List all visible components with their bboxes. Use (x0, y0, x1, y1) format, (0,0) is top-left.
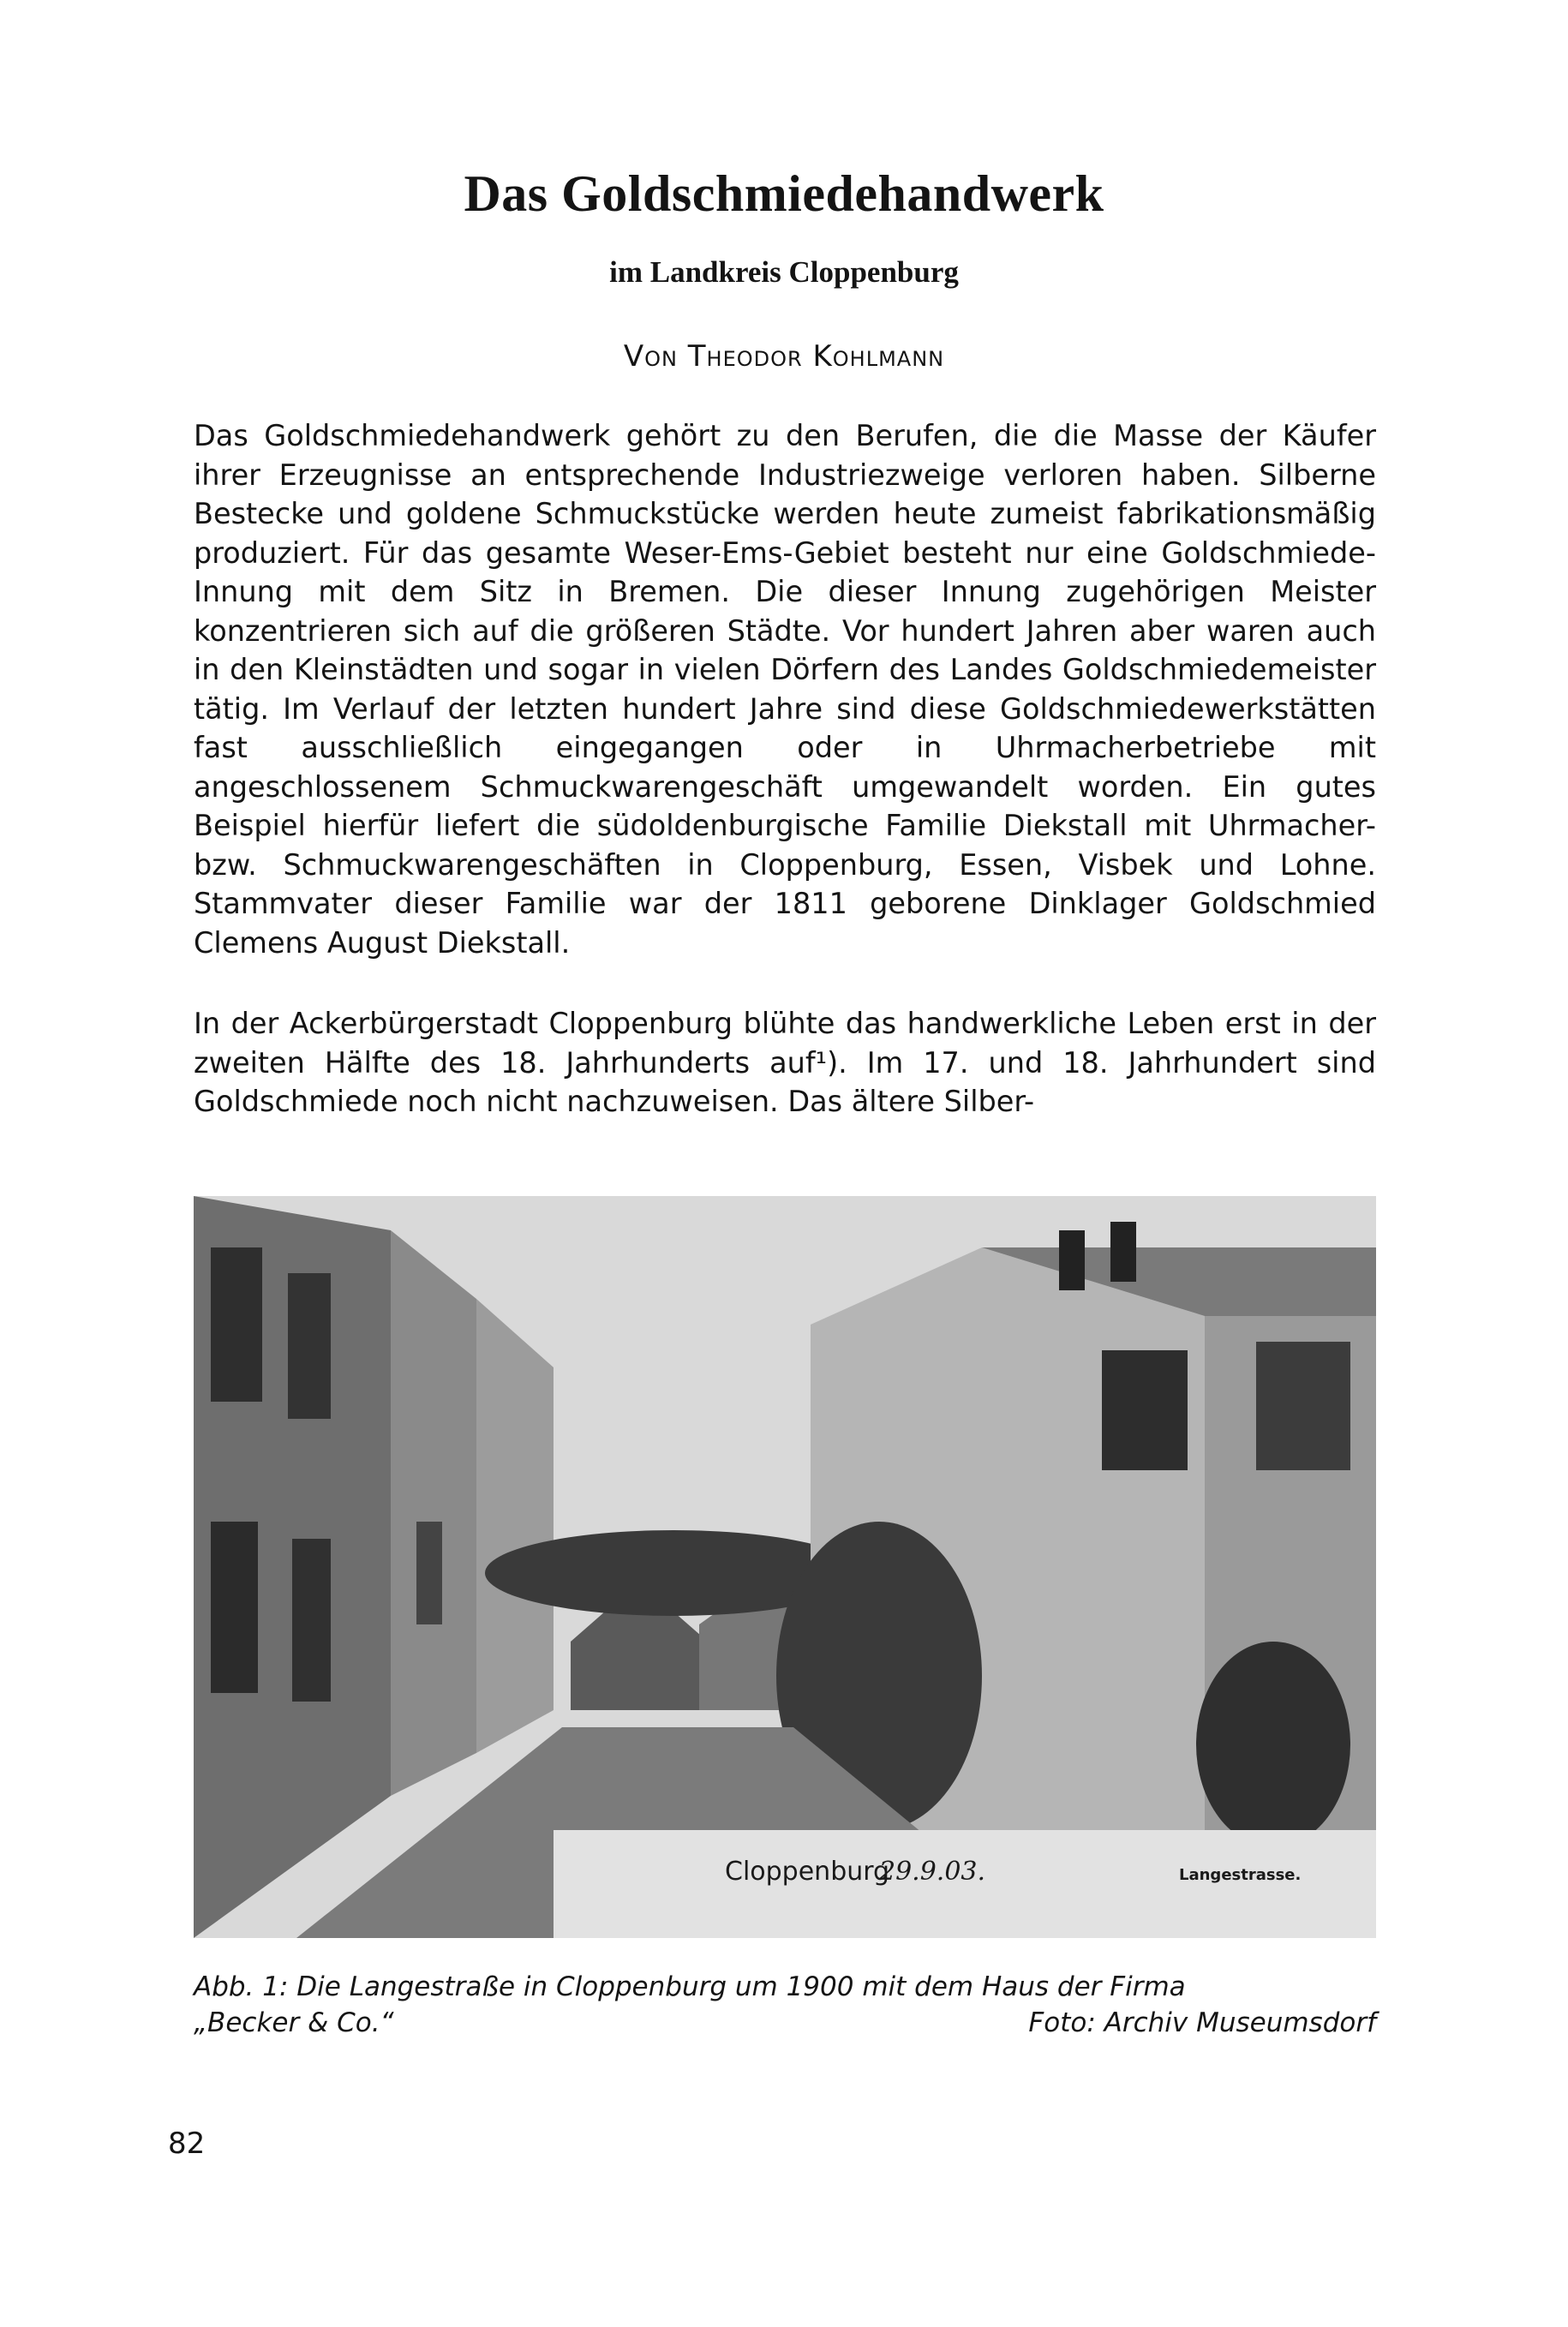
caption-line-2 (194, 2005, 1376, 2041)
caption-text: Abb. 1: Die Langestraße in Cloppenburg um 1900 mit dem Haus der Firma (194, 1971, 1186, 2002)
paragraph-2: In der Ackerbürgerstadt Cloppenburg blühte das handwerkliche Leben erst in der zweiten Hälfte des 18. Jahrhunderts auf¹). Im 17. und 18. Jahrhundert sind Goldschmiede noch nicht nachzuweisen. Das ältere Silber- (194, 1007, 1376, 1118)
postcard-street-label: Langestrasse. (1179, 1866, 1302, 1884)
page-title: Das Goldschmiedehandwerk (464, 165, 1104, 222)
caption-company: „Becker & Co.“ (194, 2007, 394, 2038)
postcard-date-label: 29.9.03. (879, 1857, 986, 1887)
author-byline: Von Theodor Kohlmann (623, 339, 945, 374)
caption-line-1 (194, 1969, 1376, 2005)
figure-caption (194, 1969, 1376, 2041)
postcard-place-label: Cloppenburg (725, 1857, 890, 1887)
caption-photo-credit: Foto: Archiv Museumsdorf (1028, 2007, 1376, 2038)
subtitle: im Landkreis Cloppenburg (609, 255, 959, 289)
street-photo (194, 1196, 1376, 1938)
page-number: 82 (168, 2127, 206, 2161)
paragraph-1: Das Goldschmiedehandwerk gehört zu den Berufen, die die Masse der Käufer ihrer Erzeugnisse an entsprechende Industriezweige verloren haben. Silberne Bestecke und goldene Schmuckstücke werden heute zumeist fabrikationsmäßig produziert. Für das gesamte Weser-Ems-Gebiet besteht nur eine Goldschmiede-Innung mit dem Sitz in Bremen. Die dieser Innung zugehörigen Meister konzentrieren sich auf die größeren Städte. Vor hundert Jahren aber waren auch in den Kleinstädten und sogar in vielen Dörfern des Landes Goldschmiedemeister tätig. Im Verlauf der letzten hundert Jahre sind diese Goldschmiedewerkstätten fast ausschließlich eingegangen oder in Uhrmacherbetriebe mit angeschlossenem Schmuckwarengeschäft umgewandelt worden. Ein gutes Beispiel hierfür liefert die südoldenburgische Familie Diekstall mit Uhrmacher- bzw. Schmuckwarengeschäften in Cloppenburg, Essen, Visbek und Lohne. Stammvater dieser Familie war der 1811 geborene Dinklager Goldschmied Clemens August Diekstall. (194, 419, 1376, 960)
